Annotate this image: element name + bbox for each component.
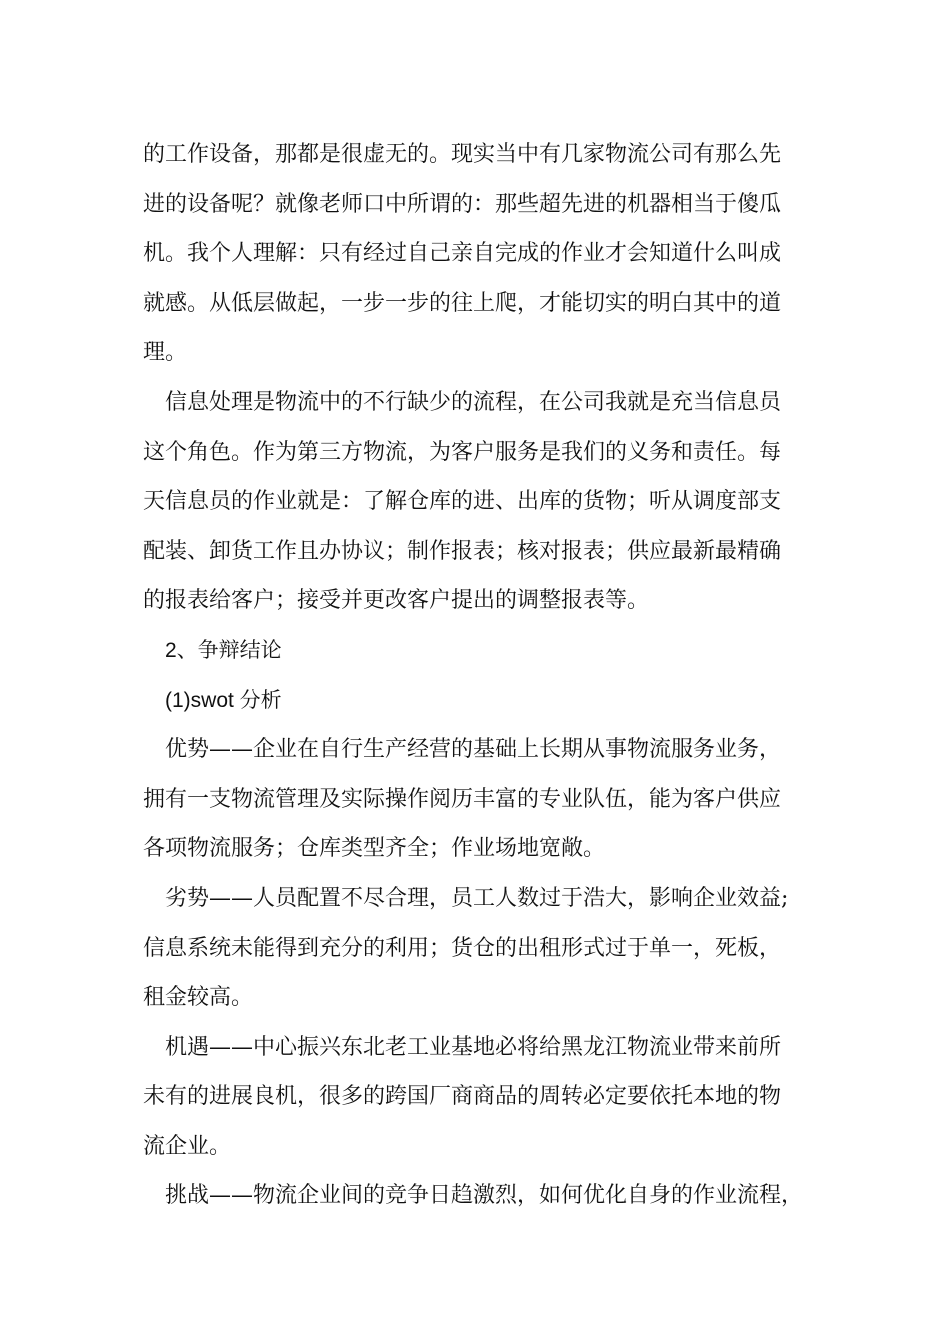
paragraph-line: 信息系统未能得到充分的利用；货仓的出租形式过于单一，死板， [143,935,782,961]
paragraph-line: 信息处理是物流中的不行缺少的流程，在公司我就是充当信息员 [165,389,782,415]
paragraph-line: 的报表给客户；接受并更改客户提出的调整报表等。 [143,588,650,614]
paragraph-line: 租金较高。 [143,985,254,1011]
paragraph-line: 各项物流服务；仓库类型齐全；作业场地宽敞。 [143,836,606,862]
paragraph-line: 劣势——人员配置不尽合理，员工人数过于浩大，影响企业效益; [165,885,789,911]
paragraph-line: 流企业。 [143,1133,232,1159]
document-page [143,130,823,1221]
paragraph-line: 进的设备呢？就像老师口中所谓的：那些超先进的机器相当于傻瓜 [143,191,782,217]
paragraph-line: 这个角色。作为第三方物流，为客户服务是我们的义务和责任。每 [143,439,782,465]
paragraph-line: 天信息员的作业就是：了解仓库的进、出库的货物；听从调度部支 [143,489,782,515]
paragraph-line: 配装、卸货工作且办协议；制作报表；核对报表；供应最新最精确 [143,538,782,564]
paragraph-line: 就感。从低层做起，一步一步的往上爬，才能切实的明白其中的道 [143,290,782,316]
paragraph-line: 机。我个人理解：只有经过自己亲自完成的作业才会知道什么叫成 [143,241,782,267]
paragraph-line: 理。 [143,340,188,366]
paragraph-line: 的工作设备，那都是很虚无的。现实当中有几家物流公司有那么先 [143,142,782,167]
section-heading: 2、争辩结论 [165,638,282,662]
subsection-heading: (1)swot 分析 [165,688,282,712]
paragraph-line: 优势——企业在自行生产经营的基础上长期从事物流服务业务， [165,737,782,763]
paragraph-line: 挑战——物流企业间的竞争日趋激烈，如何优化自身的作业流程， [165,1183,804,1209]
paragraph-line: 拥有一支物流管理及实际操作阅历丰富的专业队伍，能为客户供应 [143,786,782,812]
paragraph-line: 未有的进展良机，很多的跨国厂商商品的周转必定要依托本地的物 [143,1084,782,1110]
paragraph-line: 机遇——中心振兴东北老工业基地必将给黑龙江物流业带来前所 [165,1034,782,1060]
